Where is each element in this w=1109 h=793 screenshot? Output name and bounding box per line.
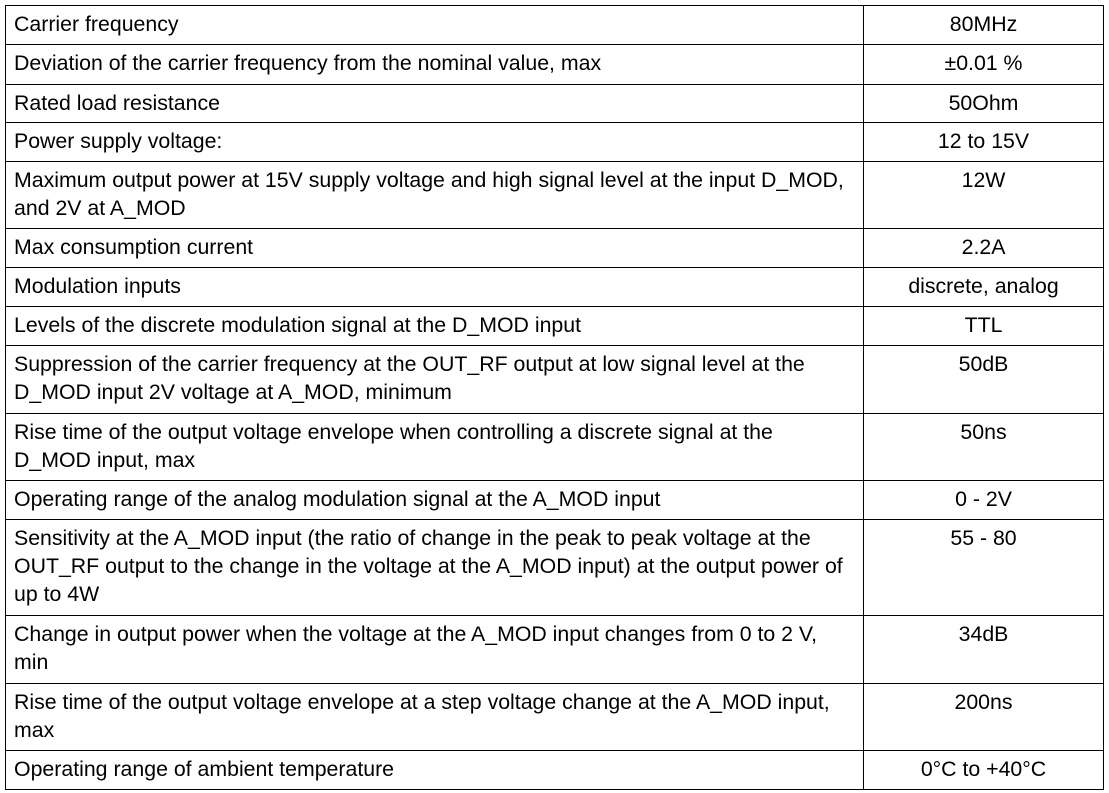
table-row <box>6 162 1104 229</box>
value-cell: 55 - 80 <box>864 520 1104 616</box>
table-row <box>6 684 1104 751</box>
value-cell: 0 - 2V <box>864 481 1104 520</box>
parameter-cell: Deviation of the carrier frequency from the nominal value, max <box>6 45 864 85</box>
value-cell: 0°C to +40°C <box>864 751 1104 790</box>
parameter-cell: Suppression of the carrier frequency at the OUT_RF output at low signal level at the D_MOD input 2V voltage at A_MOD, minimum <box>6 346 864 414</box>
parameter-cell: Levels of the discrete modulation signal at the D_MOD input <box>6 307 864 346</box>
value-cell: 50Ohm <box>864 85 1104 123</box>
parameter-cell: Carrier frequency <box>6 6 864 45</box>
value-cell: 50dB <box>864 346 1104 414</box>
table-row <box>6 45 1104 85</box>
table-row <box>6 268 1104 307</box>
table-row <box>6 85 1104 123</box>
table-row <box>6 616 1104 684</box>
value-cell: 2.2A <box>864 229 1104 268</box>
table-row <box>6 346 1104 414</box>
value-cell: 12W <box>864 162 1104 229</box>
parameter-cell: Modulation inputs <box>6 268 864 307</box>
parameter-cell: Operating range of the analog modulation signal at the A_MOD input <box>6 481 864 520</box>
table-row <box>6 229 1104 268</box>
value-cell: TTL <box>864 307 1104 346</box>
parameter-cell: Operating range of ambient temperature <box>6 751 864 790</box>
parameter-cell: Change in output power when the voltage at the A_MOD input changes from 0 to 2 V, min <box>6 616 864 684</box>
parameter-cell: Power supply voltage: <box>6 123 864 162</box>
parameter-cell: Rise time of the output voltage envelope at a step voltage change at the A_MOD input, max <box>6 684 864 751</box>
value-cell: 80MHz <box>864 6 1104 45</box>
parameter-cell: Sensitivity at the A_MOD input (the ratio of change in the peak to peak voltage at the OUT_RF output to the change in the voltage at the A_MOD input) at the output power of up to 4W <box>6 520 864 616</box>
table-row <box>6 6 1104 45</box>
table-row <box>6 751 1104 790</box>
parameter-cell: Maximum output power at 15V supply voltage and high signal level at the input D_MOD, and 2V at A_MOD <box>6 162 864 229</box>
value-cell: 200ns <box>864 684 1104 751</box>
value-cell: ±0.01 % <box>864 45 1104 85</box>
table-row <box>6 520 1104 616</box>
table-row <box>6 123 1104 162</box>
specifications-table-body <box>6 6 1104 790</box>
parameter-cell: Max consumption current <box>6 229 864 268</box>
value-cell: 34dB <box>864 616 1104 684</box>
parameter-cell: Rise time of the output voltage envelope when controlling a discrete signal at the D_MOD input, max <box>6 414 864 481</box>
table-row <box>6 414 1104 481</box>
value-cell: 12 to 15V <box>864 123 1104 162</box>
value-cell: discrete, analog <box>864 268 1104 307</box>
value-cell: 50ns <box>864 414 1104 481</box>
table-row <box>6 481 1104 520</box>
parameter-cell: Rated load resistance <box>6 85 864 123</box>
table-row <box>6 307 1104 346</box>
specifications-table <box>5 5 1104 790</box>
